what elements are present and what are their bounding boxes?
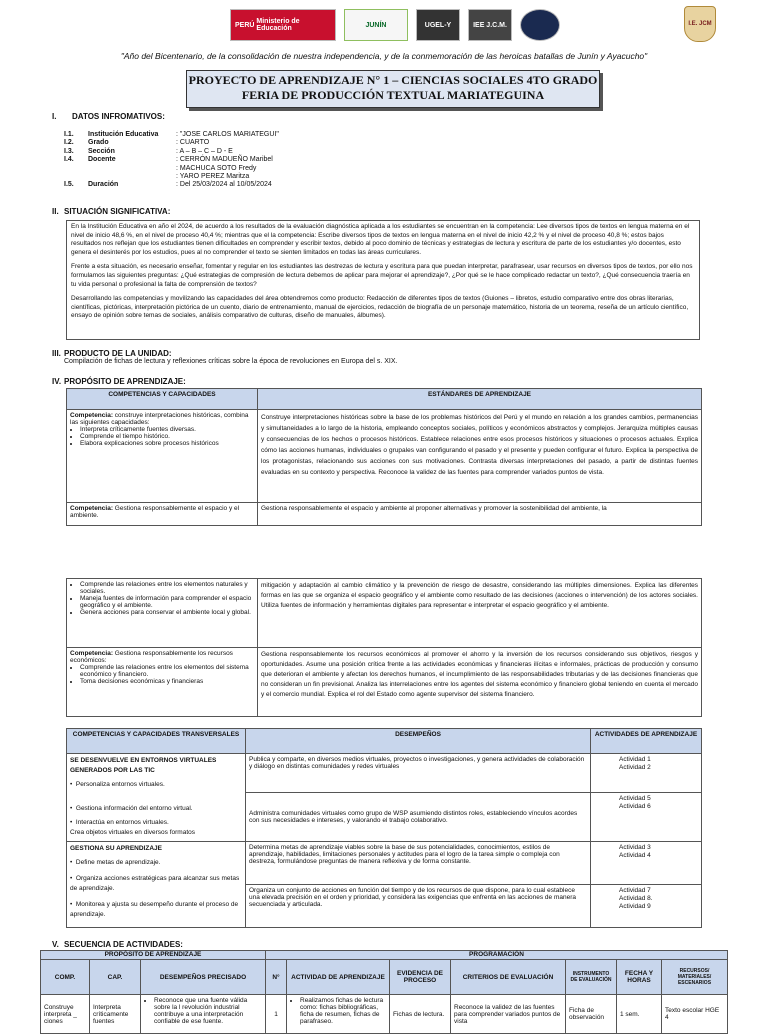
actividad-label: Actividad 1: [619, 756, 651, 763]
table-row: [41, 995, 728, 1034]
datos-num: [64, 173, 88, 181]
competencia-text: construye interpretaciones históricas, combina las siguientes capacidades:: [70, 412, 249, 426]
datos-label: [88, 173, 176, 181]
datos-value: : MACHUCA SOTO Fredy: [176, 164, 257, 172]
tic-item-text: Interactúa en entornos virtuales.: [75, 819, 169, 826]
competencia-label: Competencia:: [70, 505, 113, 512]
ges-item-text: Define metas de aprendizaje.: [75, 859, 161, 866]
logo-ministerio-text: Ministerio de Educación: [256, 18, 300, 32]
datos-num: I.4.: [64, 156, 74, 164]
list-item: • Interpreta críticamente fuentes diversas.: [80, 426, 254, 433]
cell-instrumento: Ficha de observación: [566, 995, 617, 1034]
table-row: [67, 648, 702, 717]
cell-comp: Construye interpreta _ ciones: [41, 995, 90, 1034]
actividad-label: Actividad 2: [619, 764, 651, 771]
header-logos: [230, 8, 560, 42]
col-actividades-header: ACTIVIDADES DE APRENDIZAJE: [591, 729, 702, 754]
estandar-cell: Gestiona responsablemente los recursos económicos al promover el ahorro y la inversión de los recursos considerando sus objetivos, riesgos y oportunidades. Asume una posición crítica frente a las actividades económicas y financieras ilícitas e informales, prácticas de producción y consumo que deterioran el ambiente y afectan los derechos humanos, el incumplimiento de las responsabilidades tributarias y de las decisiones financieras que no consideran un fin previsional. Analiza las interrelaciones entre los agentes del sistema económico y financiero global teniendo en cuenta el mercado y el comercio mundial. Explica el rol del Estado como agente supervisor del sistema financiero.: [258, 648, 702, 717]
capacidades-list: [70, 664, 254, 685]
competencia-label: Competencia:: [70, 412, 113, 419]
logo-peru-text: PERÚ: [235, 21, 255, 29]
datos-row: [64, 165, 279, 173]
list-item: • Maneja fuentes de información para comprender el espacio geográfico y el ambiente.: [80, 595, 254, 609]
col-desempenos-header: DESEMPEÑOS: [246, 729, 591, 754]
actividad-label: Actividad 7: [619, 887, 651, 894]
section-datos-num: I.: [52, 112, 57, 121]
desempeno-cell: Administra comunidades virtuales como grupo de WSP asumiendo distintos roles, estableciendo vínculos acordes con sus necesidades e intereses, y valorando el trabajo colaborativo.: [246, 793, 591, 842]
datos-value: : CUARTO: [176, 139, 210, 147]
col-transversales-header: COMPETENCIAS Y CAPACIDADES TRANSVERSALES: [67, 729, 246, 754]
datos-row: [64, 131, 279, 139]
cell-cap: Interpreta críticamente fuentes: [90, 995, 141, 1034]
section-situacion-num: II.: [52, 207, 59, 216]
actividades-cell: [591, 842, 702, 885]
datos-value: : "JOSE CARLOS MARIATEGUI": [176, 131, 279, 138]
capacidades-list: [70, 426, 254, 447]
datos-row: [64, 173, 279, 181]
datos-num: I.5.: [64, 181, 74, 189]
list-item: • Elabora explicaciones sobre procesos históricos: [80, 440, 254, 447]
competencia-text: Gestiona responsablemente los recursos económicos:: [70, 650, 233, 664]
programacion-group-header: PROGRAMACIÓN: [266, 951, 728, 960]
gestiona-title: GESTIONA SU APRENDIZAJE: [70, 845, 162, 852]
col-recursos-header: RECURSOS/ MATERIALES/ ESCENARIOS: [662, 960, 728, 995]
actividad-label: Actividad 3: [619, 844, 651, 851]
proposito-table-cont: [66, 578, 702, 717]
section-proposito-title: PROPÓSITO DE APRENDIZAJE:: [64, 377, 186, 386]
actividades-cell: [591, 754, 702, 793]
ges-item-text: Organiza acciones estratégicas para alcanzar sus metas de aprendizaje.: [70, 875, 240, 892]
cell-evidencia: Fichas de lectura.: [390, 995, 451, 1034]
cell-fecha: 1 sem.: [617, 995, 662, 1034]
datos-num: I.3.: [64, 147, 74, 155]
actividad-label: Actividad 4: [619, 852, 651, 859]
section-producto-title: PRODUCTO DE LA UNIDAD:: [64, 349, 172, 358]
list-item: • Genera acciones para conservar el ambiente local y global.: [80, 609, 254, 616]
gestiona-cell: [67, 842, 246, 928]
cell-desempeno: [141, 995, 266, 1034]
col-comp-header: COMP.: [41, 960, 90, 995]
datos-num: [64, 165, 88, 173]
list-item: • Gestiona información del entorno virtual.: [70, 805, 193, 812]
tic-item-text: Gestiona información del entorno virtual.: [75, 805, 193, 812]
section-datos-title: DATOS INFROMATIVOS:: [72, 112, 165, 121]
estandar-cell: Construye interpretaciones históricas sobre la base de los problemas históricos del Perú y el mundo en relación a los grandes cambios, permanencias y simultaneidades a lo largo de la historia, empleando conceptos sociales, políticos y económicos abstractos y complejos. Jerarquiza múltiples causas y consecuencias de los hechos o procesos históricos. Establece relaciones entre esos procesos históricos y situaciones o procesos actuales. Explica cómo las acciones humanas, individuales o grupales van configurando el pasado y el presente y pueden configurar el futuro. Explica la perspectiva de los protagonistas, relacionando sus acciones con sus motivaciones. Contrasta diversas interpretaciones del pasado, a partir de distintas fuentes evaluadas en su contexto y perspectiva. Reconoce la validez de las fuentes para comprender variados puntos de vista.: [258, 410, 702, 503]
situacion-paragraph-3: Desarrollando las competencias y movilizando las capacidades del área obtendremos como producto: Redacción de diferentes tipos de textos (Guiones – libretos, estudio comparativo entre dos obras literarias, científicas, pictóricas, interpretación pictórica de un cuento, diario de entrenamiento, manual de ejercicios, redacción de biografía de un personaje matemático, historia de un teorema, reseña de un artículo científico, ensayo de opinión sobre temas de sociales, análisis comparativo de culturas, diseño de manuales, álbumes).: [71, 295, 689, 320]
list-item: • Interactúa en entornos virtuales.: [70, 819, 169, 826]
datos-value: : YARO PEREZ Maritza: [176, 172, 250, 180]
actividad-label: Actividad 8.: [619, 895, 653, 902]
table-row: [67, 410, 702, 503]
col-num-header: N°: [266, 960, 287, 995]
datos-label: Grado: [88, 139, 109, 147]
col-estandares-header: ESTÁNDARES DE APRENDIZAJE: [258, 389, 702, 410]
project-title: [186, 70, 600, 108]
list-item: • Comprende las relaciones entre los elementos naturales y sociales.: [80, 581, 254, 595]
competencia-text: Gestiona responsablemente el espacio y el ambiente.: [70, 505, 240, 519]
situacion-paragraph-2: Frente a esta situación, es necesario enseñar, fomentar y regular en los estudiantes las destrezas de lectura y escritura para que puedan interpretar, parafrasear, usar recursos en diversos tipos de textos, por ello nos formulamos las siguientes preguntas: ¿Qué estrategias de compresión de lectura debemos de aplicar para mejorar el aprendizaje?, ¿Por qué se le hace complicado redactar un texto?, ¿Qué consecuencia traería en tu vida personal o profesional la falta de comprensión de textos?: [71, 263, 693, 288]
portrait-logo: [520, 9, 560, 41]
title-line-2: FERIA DE PRODUCCIÓN TEXTUAL MARIATEGUINA: [241, 88, 545, 102]
actividades-cell: [591, 885, 702, 928]
tic-cell: [67, 754, 246, 842]
table-row: [67, 754, 702, 793]
datos-row: [64, 181, 279, 189]
list-item: • Comprende el tiempo histórico.: [80, 433, 254, 440]
list-item: • Define metas de aprendizaje.: [70, 859, 161, 866]
junin-logo: JUNÍN: [344, 9, 408, 41]
col-actividad-header: ACTIVIDAD DE APRENDIZAJE: [287, 960, 390, 995]
datos-value: : A – B – C – D - E: [176, 147, 233, 155]
list-item: • Comprende las relaciones entre los elementos del sistema económico y financiero.: [80, 664, 254, 678]
actividades-cell: [591, 793, 702, 842]
cell-actividad: [287, 995, 390, 1034]
table-row: [67, 503, 702, 526]
capacidades-list: [70, 581, 254, 616]
cell-num: 1: [266, 995, 287, 1034]
actividad-label: Actividad 9: [619, 903, 651, 910]
proposito-group-header: PROPÓSITO DE APRENDIZAJE: [41, 951, 266, 960]
col-competencias-header: COMPETENCIAS Y CAPACIDADES: [67, 389, 258, 410]
desempeno-cell: Determina metas de aprendizaje viables sobre la base de sus potencialidades, conocimientos, estilos de aprendizaje, habilidades, limitaciones personales y actitudes para el logro de la tarea simple o compleja con destreza, formulándose preguntas de manera reflexiva y de forma constante.: [246, 842, 591, 885]
datos-label: Institución Educativa: [88, 131, 159, 138]
datos-label: Docente: [88, 156, 116, 164]
datos-label: [88, 165, 176, 173]
list-item: • Monitorea y ajusta su desempeño durante el proceso de aprendizaje.: [70, 901, 239, 918]
tic-title: SE DESENVUELVE EN ENTORNOS VIRTUALES GENERADOS POR LAS TIC: [70, 757, 217, 774]
list-item: • Toma decisiones económicas y financieras: [80, 678, 254, 685]
datos-label: Duración: [88, 181, 119, 189]
col-desempenos-header: DESEMPEÑOS PRECISADO: [141, 960, 266, 995]
school-crest-logo: I.E. JCM: [684, 6, 716, 42]
col-evidencia-header: EVIDENCIA DE PROCESO: [390, 960, 451, 995]
col-criterios-header: CRITERIOS DE EVALUACIÓN: [451, 960, 566, 995]
actividad-label: Actividad 6: [619, 803, 651, 810]
section-secuencia-title: SECUENCIA DE ACTIVIDADES:: [64, 940, 183, 949]
transversales-table: [66, 728, 702, 928]
competencia-label: Competencia:: [70, 650, 113, 657]
actividad-label: Actividad 5: [619, 795, 651, 802]
datos-row: [64, 156, 279, 164]
table-row: [67, 579, 702, 648]
section-proposito-num: IV.: [52, 377, 62, 386]
datos-num: I.1.: [64, 131, 74, 138]
section-secuencia-num: V.: [52, 940, 59, 949]
col-instrumento-header: INSTRUMENTO DE EVALUACIÓN: [566, 960, 617, 995]
table-row: [67, 842, 702, 885]
datos-value: : Del 25/03/2024 al 10/05/2024: [176, 181, 272, 189]
iee-logo: IEE J.C.M.: [468, 9, 512, 41]
cell-recursos: Texto escolar HGE 4: [662, 995, 728, 1034]
col-cap-header: CAP.: [90, 960, 141, 995]
minedu-logo: [230, 9, 336, 41]
ugel-logo: UGEL-Y: [416, 9, 460, 41]
tic-item-text: Personaliza entornos virtuales.: [75, 781, 165, 788]
producto-text: Compilación de fichas de lectura y reflexiones críticas sobre la época de revoluciones en Europa del s. XIX.: [64, 358, 398, 365]
title-line-1: PROYECTO DE APRENDIZAJE N° 1 – CIENCIAS SOCIALES 4TO GRADO: [188, 73, 598, 87]
list-item: • Personaliza entornos virtuales.: [70, 781, 165, 788]
datos-num: I.2.: [64, 139, 74, 147]
list-item: • Organiza acciones estratégicas para alcanzar sus metas de aprendizaje.: [70, 875, 240, 892]
col-fecha-header: FECHA Y HORAS: [617, 960, 662, 995]
list-item: • Reconoce que una fuente válida sobre la l revolución industrial contribuye a una interpretación confiable de ese fuente.: [154, 997, 262, 1025]
ges-item-text: Monitorea y ajusta su desempeño durante el proceso de aprendizaje.: [70, 901, 239, 918]
datos-row: [64, 139, 279, 147]
cell-criterios: Reconoce la validez de las fuentes para comprender variados puntos de vista: [451, 995, 566, 1034]
tic-last: Crea objetos virtuales en diversos formatos: [70, 829, 196, 836]
section-producto-num: III.: [52, 349, 61, 358]
secuencia-table: [40, 950, 728, 1034]
datos-value: : CERRÓN MADUEÑO Maribel: [176, 156, 273, 164]
situacion-box: [66, 220, 700, 340]
situacion-paragraph-1: En la Institución Educativa en año el 2024, de acuerdo a los resultados de la evaluación diagnóstica aplicada a los estudiantes se encuentran en la competencia: Lee diversos tipos de textos en lengua materna en el nivel de inicio 48,6 %, en el nivel de proceso 40,4 %; mientras que el la competencia: Escribe diversos tipos de textos en lengua materna en el nivel de inicio 42,2 % y el nivel de proceso 40,8 %; estos bajos resultados nos reflejan que los estudiantes tienen dificultades en comprender y escribir textos, debido al poco dominio de técnicas y estrategias de lectura y escritura de parte de los estudiantes y/o docentes, esto genera el desinterés por los estudios, pues al no comprender el texto se sienten limitados en todas las áreas curriculares.: [71, 223, 690, 256]
competencia-cell: [67, 410, 258, 503]
desempeno-cell: Organiza un conjunto de acciones en función del tiempo y de los recursos de que dispone, para lo cual establece una elevada precisión en el orden y prioridad, y considera las exigencias que enfrenta en las acciones de manera secuenciada y articulada.: [246, 885, 591, 928]
proposito-table: [66, 388, 702, 526]
datos-label: Sección: [88, 147, 115, 155]
datos-row: [64, 148, 279, 156]
competencia-cell: [67, 503, 258, 526]
capacidades-cell: [67, 579, 258, 648]
datos-list: [64, 131, 279, 190]
list-item: • Realizamos fichas de lectura como: fichas bibliográficas, ficha de resumen, fichas de parafraseo.: [300, 997, 386, 1025]
competencia-cell: [67, 648, 258, 717]
desempeno-cell: Publica y comparte, en diversos medios virtuales, proyectos o investigaciones, y genera actividades de colaboración y diálogo en distintas comunidades y redes virtuales: [246, 754, 591, 793]
estandar-cell: mitigación y adaptación al cambio climático y la prevención de riesgo de desastre, considerando las múltiples dimensiones. Explica las diferentes formas en las que se organiza el espacio geográfico y el ambiente como resultado de las decisiones (acciones o intervención) de los actores sociales. Utiliza fuentes de información y herramientas digitales para representar e interpretar el espacio geográfico y el ambiente.: [258, 579, 702, 648]
section-situacion-title: SITUACIÓN SIGNIFICATIVA:: [64, 207, 171, 216]
estandar-cell: Gestiona responsablemente el espacio y ambiente al proponer alternativas y promover la sostenibilidad del ambiente, la: [258, 503, 702, 526]
year-motto: "Año del Bicentenario, de la consolidación de nuestra independencia, y de la conmemoración de las heroicas batallas de Junín y Ayacucho": [120, 51, 648, 61]
